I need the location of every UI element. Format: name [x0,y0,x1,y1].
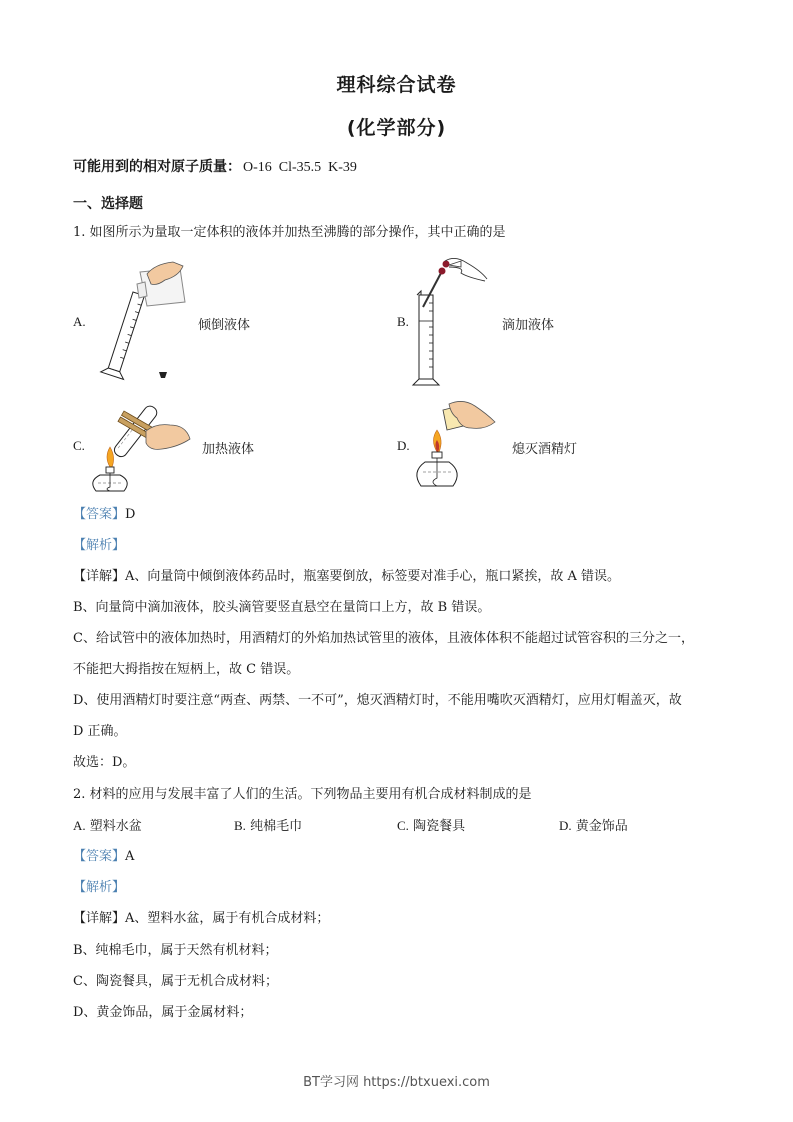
q1-option-b-caption: 滴加液体 [502,318,555,333]
q2-option-d [559,817,628,836]
atomic-mass-line [73,156,357,176]
q1-option-a-label: A. [73,314,86,329]
q1-explanation-line: 不能把大拇指按在短柄上，故 C 错误。 [73,662,300,677]
option-text: 陶瓷餐具 [413,819,466,834]
q2-analysis-tag: 【解析】 [73,880,126,895]
explanation-text: A、向量筒中倾倒液体药品时，瓶塞要倒放，标签要对准手心，瓶口紧挨，故 A 错误。 [125,569,621,584]
heating-test-tube-illustration-icon [90,395,195,495]
pouring-liquid-illustration-icon [95,262,195,384]
q2-answer [73,848,134,866]
q2-option-a [73,817,142,836]
dropper-illustration-icon [415,257,495,387]
q1-explanation-line: B、向量筒中滴加液体，胶头滴管要竖直悬空在量筒口上方，故 B 错误。 [73,600,491,615]
q2-explanation-line: C、陶瓷餐具，属于无机合成材料； [73,974,278,989]
q1-option-b-label: B. [397,314,409,329]
q1-option-d-caption: 熄灭酒精灯 [512,442,578,457]
atomic-mass-values: O-16 Cl-35.5 K-39 [243,160,357,175]
answer-tag: 【答案】 [73,849,126,864]
q2-explanation-line: D、黄金饰品，属于金属材料； [73,1005,253,1020]
answer-value: A [125,849,135,864]
q1-analysis-tag: 【解析】 [73,538,126,553]
option-label: D. [559,818,572,833]
question-1-stem: 1. 如图所示为量取一定体积的液体并加热至沸腾的部分操作，其中正确的是 [73,225,506,240]
page-subtitle: (化学部分) [346,117,447,139]
option-label: C. [397,818,409,833]
q1-option-c-caption: 加热液体 [202,442,255,457]
q2-explanation-line [73,910,329,928]
question-2-stem: 2. 材料的应用与发展丰富了人们的生活。下列物品主要用有机合成材料制成的是 [73,787,532,802]
q1-explanation-line: C、给试管中的液体加热时，用酒精灯的外焰加热试管里的液体，且液体体积不能超过试管容积的三分之一， [73,631,694,646]
footer-watermark: BT学习网 https://btxuexi.com [303,1075,490,1090]
answer-value: D [125,507,136,522]
option-label: B. [234,818,246,833]
option-label: A. [73,818,86,833]
option-text: 塑料水盆 [89,819,142,834]
option-text: 纯棉毛巾 [250,819,303,834]
q1-explanation-line: D、使用酒精灯时要注意“两查、两禁、一不可”，熄灭酒精灯时，不能用嘴吹灭酒精灯，应用灯帽盖灭，故 [73,693,682,708]
q2-option-c [397,817,465,836]
detail-tag: 【详解】 [73,911,126,926]
atomic-mass-label: 可能用到的相对原子质量： [73,159,241,175]
q1-option-a-caption: 倾倒液体 [198,318,251,333]
explanation-text: A、塑料水盆，属于有机合成材料； [125,911,330,926]
q2-option-b [234,817,302,836]
q1-final-choice: 故选：D。 [73,755,136,770]
detail-tag: 【详解】 [73,569,126,584]
section-title: 一、选择题 [73,196,143,212]
q1-answer [73,506,135,524]
q1-option-d-label: D. [397,438,410,453]
answer-tag: 【答案】 [73,507,126,522]
q1-option-c-label: C. [73,438,85,453]
q1-explanation-line [73,568,620,586]
option-text: 黄金饰品 [575,819,628,834]
q1-explanation-line: D 正确。 [73,724,127,739]
q2-explanation-line: B、纯棉毛巾，属于天然有机材料； [73,943,278,958]
page-title: 理科综合试卷 [336,74,457,96]
extinguish-lamp-illustration-icon [415,400,495,495]
